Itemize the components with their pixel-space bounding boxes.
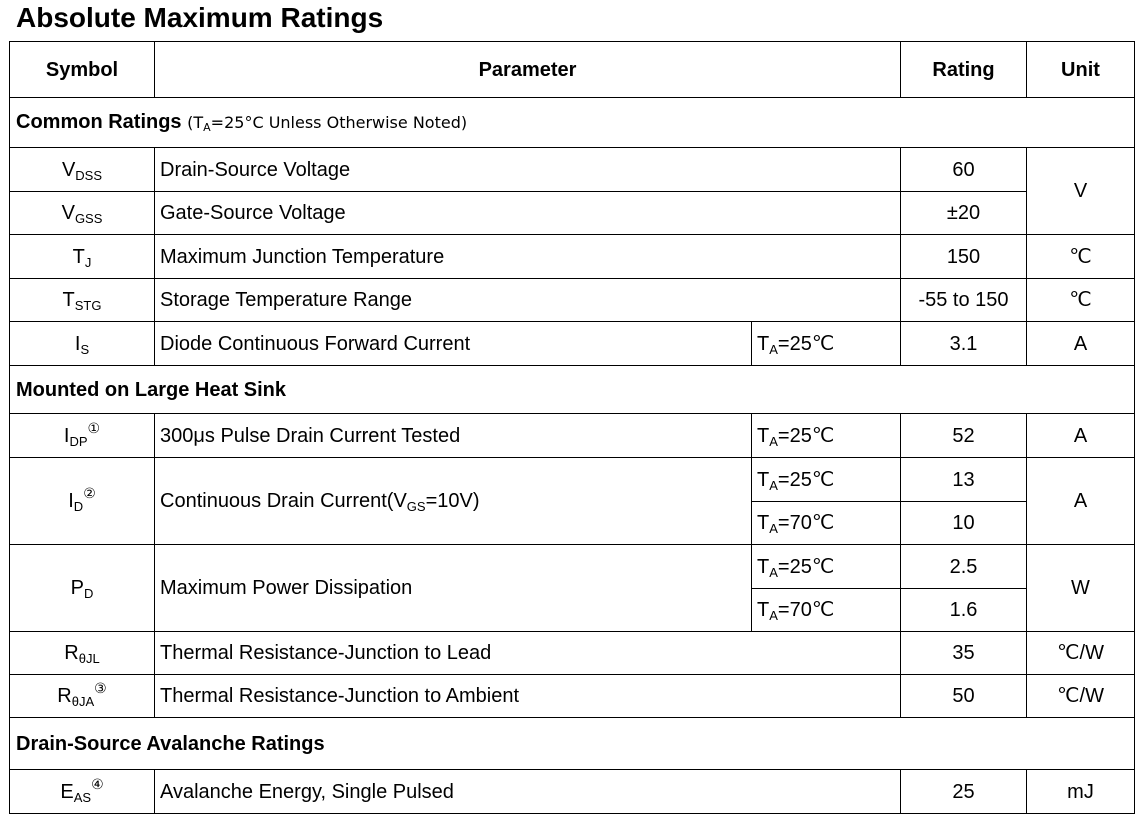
footnote-marker: ④ [91,776,104,793]
table-row [10,770,1135,814]
unit-cell: W [1027,545,1135,632]
symbol-cell: $T_{STG}$ [10,279,155,322]
condition-cell: $T_A=70℃$ [752,589,901,632]
symbol-cell: $R_{\theta JL}$ [10,632,155,675]
rating-cell: 60 [901,148,1027,192]
symbol-cell: $V_{DSS}$ [10,148,155,192]
condition-cell: $T_A=25℃$ [752,458,901,502]
section-row-common [10,98,1135,148]
footnote-marker: ② [83,486,96,502]
table-row [10,148,1135,192]
table-row [10,322,1135,366]
table-row [10,458,1135,502]
symbol-cell: $I_{DP}^①$ [10,414,155,458]
condition-cell: $T_A=25℃$ [752,322,901,366]
rating-cell: 52 [901,414,1027,458]
rating-cell: ±20 [901,192,1027,235]
rating-cell: 10 [901,502,1027,545]
rating-cell: 25 [901,770,1027,814]
header-rating: Rating [901,42,1027,98]
table-row [10,192,1135,235]
rating-cell: 35 [901,632,1027,675]
rating-cell: 50 [901,675,1027,718]
rating-cell: 1.6 [901,589,1027,632]
parameter-cell: Continuous Drain $Current(V_{GS}=10V)$ [155,458,752,545]
table-row [10,632,1135,675]
table-row [10,675,1135,718]
symbol-cell: $R_{\theta JA}^③$ [10,675,155,718]
section-common [10,98,1135,148]
section-avalanche: Drain-Source Avalanche Ratings [10,718,1135,770]
unit-cell: ℃ [1027,279,1135,322]
unit-cell: ℃/W [1027,675,1135,718]
page-title: Absolute Maximum Ratings [16,2,384,33]
rating-cell: 150 [901,235,1027,279]
unit-cell: V [1027,148,1135,235]
unit-cell: mJ [1027,770,1135,814]
unit-cell: A [1027,322,1135,366]
parameter-cell: Maximum Power Dissipation [155,545,752,632]
section-label: Common Ratings [16,111,182,133]
rating-cell: -55 to 150 [901,279,1027,322]
symbol-cell: $P_D$ [10,545,155,632]
parameter-cell: Avalanche Energy, Single Pulsed [155,770,901,814]
section-heat-sink: Mounted on Large Heat Sink [10,366,1135,414]
table-row [10,545,1135,589]
table-row [10,235,1135,279]
parameter-cell: Drain-Source Voltage [155,148,901,192]
condition-cell: $T_A=70℃$ [752,502,901,545]
table-row [10,279,1135,322]
footnote-marker: ① [87,420,101,437]
rating-cell: 2.5 [901,545,1027,589]
table-row [10,414,1135,458]
rating-cell: 13 [901,458,1027,502]
ratings-table [9,41,1135,814]
symbol-cell: $V_{GSS}$ [10,192,155,235]
unit-cell: ℃ [1027,235,1135,279]
condition-cell: $T_A=25℃$ [752,414,901,458]
symbol-cell: $T_J$ [10,235,155,279]
unit-cell: A [1027,458,1135,545]
section-note: ($T_A=25^\circ C$ Unless Otherwise Noted) [187,113,468,134]
unit-cell: A [1027,414,1135,458]
parameter-cell: Thermal Resistance-Junction to Ambient [155,675,901,718]
parameter-cell: 300μs Pulse Drain Current Tested [155,414,752,458]
section-row-avalanche [10,718,1135,770]
parameter-cell: Maximum Junction Temperature [155,235,901,279]
unit-cell: ℃/W [1027,632,1135,675]
header-parameter: Parameter [155,42,901,98]
header-symbol: Symbol [10,42,155,98]
section-row-heat-sink [10,366,1135,414]
parameter-cell: Diode Continuous Forward Current [155,322,752,366]
header-unit: Unit [1027,42,1135,98]
footnote-marker: ③ [94,681,107,697]
symbol-cell: $E_{AS}^④$ [10,770,155,814]
rating-cell: 3.1 [901,322,1027,366]
header-row [10,42,1135,98]
parameter-cell: Thermal Resistance-Junction to Lead [155,632,901,675]
parameter-cell: Storage Temperature Range [155,279,901,322]
symbol-cell: $I_S$ [10,322,155,366]
symbol-cell: $I_D^②$ [10,458,155,545]
condition-cell: $T_A=25℃$ [752,545,901,589]
parameter-cell: Gate-Source Voltage [155,192,901,235]
